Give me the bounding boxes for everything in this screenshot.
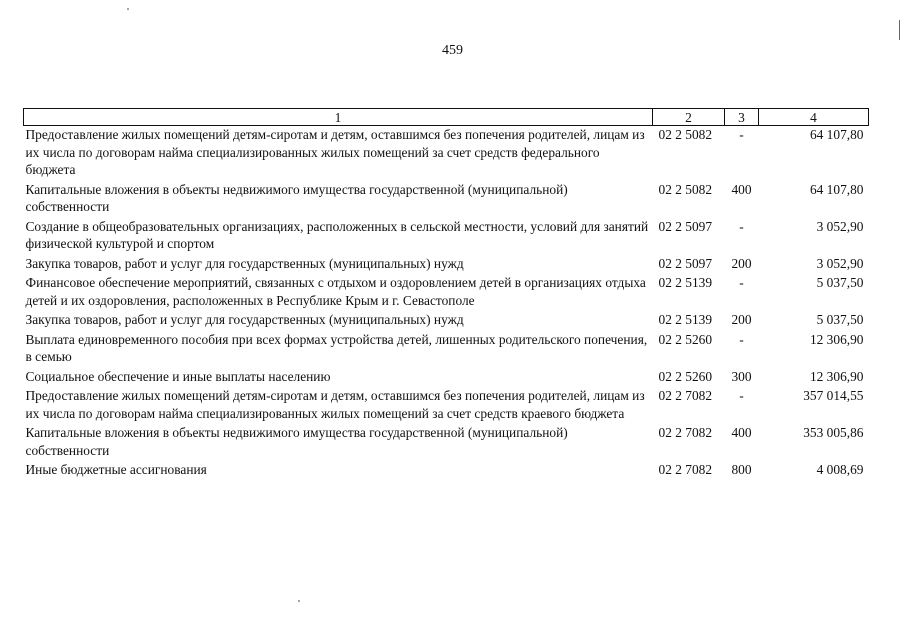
column-header-1: 1 — [24, 109, 653, 126]
row-type: 200 — [731, 255, 752, 271]
row-amount: 4 008,69 — [816, 462, 864, 477]
table-row — [24, 311, 869, 331]
row-code: 02 2 5139 — [658, 312, 713, 327]
row-amount: 5 037,50 — [816, 312, 864, 327]
row-type: 200 — [731, 312, 752, 327]
table-row — [24, 387, 869, 424]
row-code: 02 2 7082 — [658, 462, 713, 477]
column-header-4: 4 — [759, 109, 869, 126]
row-name: Капитальные вложения в объекты недвижимого имущества государственной (муниципальной) собственности — [25, 425, 568, 458]
row-amount: 12 306,90 — [809, 331, 864, 347]
budget-table — [23, 108, 869, 481]
table-row — [24, 181, 869, 218]
table-body — [24, 126, 869, 481]
row-name: Иные бюджетные ассигнования — [25, 462, 207, 477]
row-code: 02 2 5082 — [658, 127, 713, 142]
row-type: - — [739, 218, 744, 234]
margin-rule — [899, 20, 900, 40]
row-name: Финансовое обеспечение мероприятий, связанных с отдыхом и оздоровлением детей в организациях отдыха детей и их оздоровления, расположенных в Республике Крым и г. Севастополе — [25, 275, 646, 308]
row-amount: 5 037,50 — [816, 275, 864, 290]
table-row — [24, 255, 869, 275]
row-code: 02 2 7082 — [658, 388, 713, 403]
table-row — [24, 126, 869, 181]
row-code: 02 2 5097 — [658, 218, 713, 234]
row-code: 02 2 5097 — [658, 255, 713, 271]
row-name: Капитальные вложения в объекты недвижимого имущества государственной (муниципальной) собственности — [25, 181, 568, 214]
row-amount: 12 306,90 — [809, 368, 864, 384]
row-amount: 3 052,90 — [816, 255, 864, 271]
row-amount: 3 052,90 — [816, 218, 864, 234]
row-code: 02 2 5260 — [658, 331, 713, 347]
scan-speck — [127, 8, 129, 10]
row-type: 300 — [731, 368, 752, 384]
row-name: Создание в общеобразовательных организациях, расположенных в сельской местности, условий для занятий физической культурой и спортом — [25, 218, 649, 251]
row-type: - — [739, 331, 744, 347]
row-amount: 64 107,80 — [809, 127, 864, 142]
row-code: 02 2 5082 — [658, 181, 713, 197]
page-number: 459 — [442, 43, 463, 58]
table-row — [24, 368, 869, 388]
row-amount: 353 005,86 — [803, 425, 864, 440]
row-type: - — [739, 275, 744, 290]
row-type: - — [739, 127, 744, 142]
row-name: Закупка товаров, работ и услуг для государственных (муниципальных) нужд — [25, 312, 464, 327]
row-type: 400 — [731, 425, 752, 440]
table-row — [24, 331, 869, 368]
row-type: - — [739, 388, 744, 403]
row-name: Социальное обеспечение и иные выплаты населению — [25, 368, 331, 384]
row-name: Закупка товаров, работ и услуг для государственных (муниципальных) нужд — [25, 255, 464, 271]
table-row — [24, 461, 869, 481]
row-type: 400 — [731, 181, 752, 197]
row-code: 02 2 5139 — [658, 275, 713, 290]
table-header — [24, 109, 869, 126]
column-header-2: 2 — [653, 109, 725, 126]
row-name: Выплата единовременного пособия при всех формах устройства детей, лишенных родительского попечения, в семью — [25, 331, 648, 364]
row-name: Предоставление жилых помещений детям-сиротам и детям, оставшимся без попечения родителей, лицам из их числа по договорам найма специализированных жилых помещений за счет средств краевого бюджета — [25, 388, 645, 421]
row-amount: 357 014,55 — [803, 388, 864, 403]
table-row — [24, 218, 869, 255]
row-amount: 64 107,80 — [809, 181, 864, 197]
row-name: Предоставление жилых помещений детям-сиротам и детям, оставшимся без попечения родителей, лицам из их числа по договорам найма специализированных жилых помещений за счет средств федерального бюджета — [25, 127, 645, 177]
row-type: 800 — [731, 462, 752, 477]
row-code: 02 2 7082 — [658, 425, 713, 440]
column-header-3: 3 — [725, 109, 759, 126]
scan-speck — [298, 600, 300, 602]
table-row — [24, 424, 869, 461]
row-code: 02 2 5260 — [658, 368, 713, 384]
table-row — [24, 274, 869, 311]
